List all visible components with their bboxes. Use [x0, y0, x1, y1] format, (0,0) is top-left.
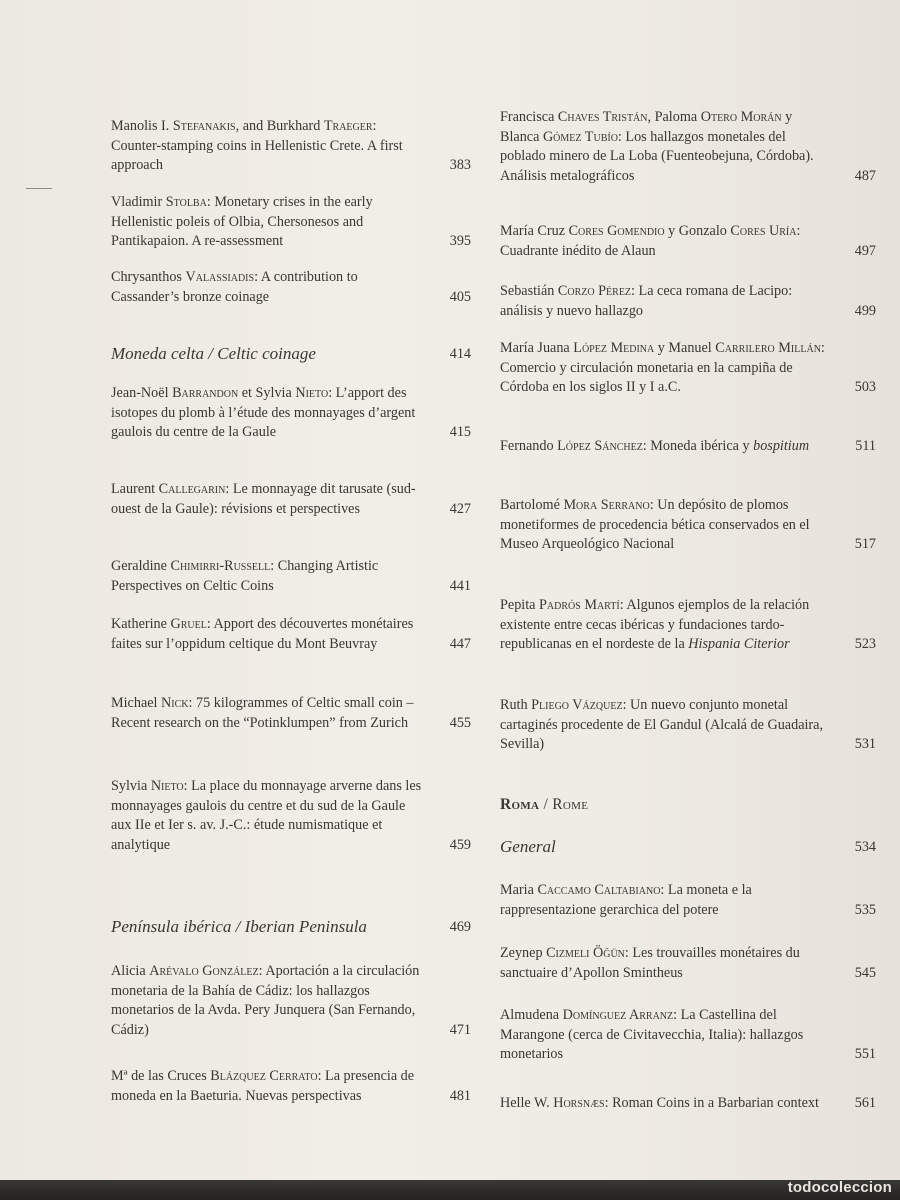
part-title: Roma / Rome [500, 796, 589, 813]
toc-entry-text: Manolis I. Stefanakis, and Burkhard Traeger: Counter-stamping coins in Hellenistic Crete. A first approach [111, 118, 403, 174]
page-number: 383 [449, 157, 471, 174]
toc-entry-text: Zeynep Cizmeli Öğün: Les trouvailles monétaires du sanctuaire d’Apollon Smintheus [500, 945, 800, 981]
page-number: 415 [449, 424, 471, 441]
toc-entry-text: Almudena Domínguez Arranz: La Castellina del Marangone (cerca de Civitavecchia, Italia): hallazgos monetarios [500, 1007, 804, 1063]
page-number: 459 [449, 836, 471, 853]
page-number: 551 [854, 1046, 876, 1063]
toc-entry [500, 222, 876, 261]
toc-entry-text: Pepita Padrós Martí: Algunos ejemplos de la relación existente entre cecas ibéricas y fundaciones tardo-republicanas en el nordeste de la Hispania Citerior [500, 597, 810, 653]
page-number: 545 [854, 964, 876, 981]
page-number: 517 [854, 536, 876, 553]
toc-entry [500, 108, 876, 186]
toc-entry [500, 282, 876, 321]
page-number: 455 [449, 714, 471, 731]
page-number: 481 [449, 1087, 471, 1104]
toc-entry-text: Michael Nick: 75 kilogrammes of Celtic small coin – Recent research on the “Potinklumpen” from Zurich [111, 695, 414, 731]
toc-entry-text: Maria Caccamo Caltabiano: La moneta e la rappresentazione gerarchica del potere [500, 882, 752, 918]
page-number: 523 [854, 636, 876, 653]
photo-bottom-edge [0, 1180, 900, 1200]
section-heading [111, 343, 471, 365]
toc-entry [500, 1006, 876, 1065]
part-heading [500, 795, 876, 815]
section-title: General [500, 837, 556, 856]
toc-entry [111, 777, 471, 855]
toc-entry-text: Chrysanthos Valassiadis: A contribution to Cassander’s bronze coinage [111, 269, 358, 305]
toc-entry [111, 480, 471, 519]
page-number: 503 [854, 379, 876, 396]
toc-entry [111, 694, 471, 733]
page-number: 487 [854, 167, 876, 184]
toc-entry-text: María Cruz Cores Gomendio y Gonzalo Cores Uría: Cuadrante inédito de Alaun [500, 223, 801, 259]
toc-entry [500, 437, 876, 457]
toc-entry [111, 557, 471, 596]
page-number: 414 [449, 346, 471, 363]
toc-entry [500, 596, 876, 655]
page-number: 471 [449, 1021, 471, 1038]
toc-entry-text: Mª de las Cruces Blázquez Cerrato: La presencia de moneda en la Baeturia. Nuevas perspectivas [111, 1068, 415, 1104]
section-title: Moneda celta / Celtic coinage [111, 344, 316, 363]
page-number: 531 [854, 736, 876, 753]
toc-entry-text: Vladimir Stolba: Monetary crises in the early Hellenistic poleis of Olbia, Chersonesos and Pantikapaion. A re-assessment [111, 194, 373, 250]
toc-entry [111, 962, 471, 1040]
toc-entry [111, 615, 471, 654]
page-number: 395 [449, 233, 471, 250]
page-number: 405 [449, 288, 471, 305]
toc-entry-text: Ruth Pliego Vázquez: Un nuevo conjunto monetal cartaginés procedente de El Gandul (Alcalá de Guadaira, Sevilla) [500, 697, 824, 753]
watermark: todocoleccion [787, 1179, 892, 1196]
page-number: 499 [854, 302, 876, 319]
toc-entry [500, 944, 876, 983]
toc-entry [111, 384, 471, 443]
toc-entry [500, 881, 876, 920]
toc-entry [500, 696, 876, 755]
page-number: 497 [854, 242, 876, 259]
toc-entry-text: Bartolomé Mora Serrano: Un depósito de plomos monetiformes de procedencia bética conservados en el Museo Arqueológico Nacional [500, 497, 810, 553]
page-number: 535 [854, 901, 876, 918]
toc-entry-text: Helle W. Horsnæs: Roman Coins in a Barbarian context [500, 1095, 819, 1111]
section-title: Península ibérica / Iberian Peninsula [111, 917, 367, 936]
toc-entry-text: Katherine Gruel: Apport des découvertes monétaires faites sur l’oppidum celtique du Mont Beuvray [111, 616, 414, 652]
toc-entry-text: Francisca Chaves Tristán, Paloma Otero Morán y Blanca Gómez Tubío: Los hallazgos monetales del poblado minero de La Loba (Fuenteobejuna, Córdoba). Análisis metalográficos [500, 109, 814, 184]
page-number: 469 [449, 919, 471, 936]
page-number: 441 [449, 577, 471, 594]
toc-entry [500, 496, 876, 555]
toc-entry [111, 268, 471, 307]
toc-entry [111, 1067, 471, 1106]
toc-entry-text: Alicia Arévalo González: Aportación a la circulación monetaria de la Bahía de Cádiz: los hallazgos monetarios de la Avda. Pery Junquera (San Fernando, Cádiz) [111, 963, 420, 1038]
margin-rule [26, 188, 52, 189]
page-number: 447 [449, 635, 471, 652]
section-heading [500, 836, 876, 858]
page-number: 427 [449, 500, 471, 517]
toc-entry [111, 117, 471, 176]
section-heading [111, 916, 471, 938]
toc-entry-text: Jean-Noël Barrandon et Sylvia Nieto: L’apport des isotopes du plomb à l’étude des monnayages d’argent gaulois du centre de la Gaule [111, 385, 416, 441]
toc-entry-text: Laurent Callegarin: Le monnayage dit tarusate (sud-ouest de la Gaule): révisions et perspectives [111, 481, 416, 517]
toc-entry [500, 339, 876, 398]
toc-entry-text: Sebastián Corzo Pérez: La ceca romana de Lacipo: análisis y nuevo hallazgo [500, 283, 793, 319]
toc-entry-text: Geraldine Chimirri-Russell: Changing Artistic Perspectives on Celtic Coins [111, 558, 379, 594]
page-number: 511 [855, 438, 876, 454]
toc-entry-text: Sylvia Nieto: La place du monnayage arverne dans les monnayages gaulois du centre et du sud de la Gaule aux IIe et Ier s. av. J.-C.: étude numismatique et analytique [111, 778, 422, 853]
toc-entry-text: Fernando López Sánchez: Moneda ibérica y bospitium [500, 438, 810, 454]
page-number: 561 [854, 1095, 876, 1111]
toc-entry [500, 1094, 876, 1114]
toc-entry-text: María Juana López Medina y Manuel Carrilero Millán: Comercio y circulación monetaria en la campiña de Córdoba en los siglos II y I a.C. [500, 340, 825, 396]
toc-entry [111, 193, 471, 252]
page-number: 534 [854, 839, 876, 856]
